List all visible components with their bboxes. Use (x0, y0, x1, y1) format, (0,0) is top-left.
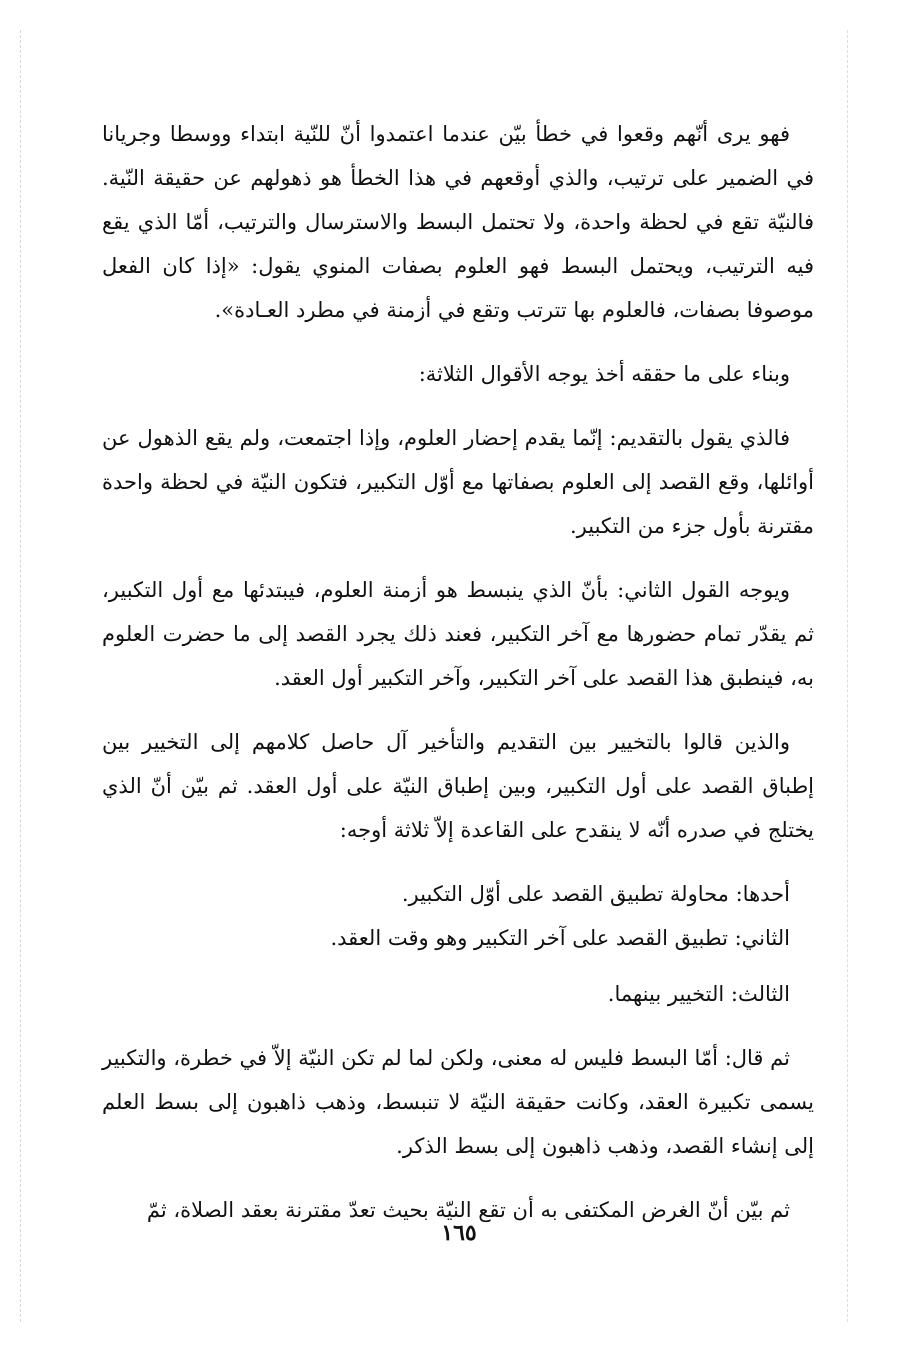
list-item-1: أحدها: محاولة تطبيق القصد على أوّل التكبير. (401, 882, 790, 906)
paragraph-1: فهو يرى أنّهم وقعوا في خطأ بيّن عندما اعتمدوا أنّ للنّية ابتداء ووسطا وجريانا في الضمير على ترتيب، والذي أوقعهم في هذا الخطأ هو ذهولهم عن حقيقة النّية. فالنيّة تقع في لحظة واحدة، ولا تحتمل البسط والاسترسال والترتيب، أمّا الذي يقع فيه الترتيب، ويحتمل البسط فهو العلوم بصفات المنوي يقول: «إذا كان الفعل موصوفا بصفات، فالعلوم بها تترتب وتقع في أزمنة في مطرد العـادة». (102, 122, 814, 322)
paragraph-6: ثم قال: أمّا البسط فليس له معنى، ولكن لما لم تكن النيّة إلاّ في خطرة، والتكبير يسمى تكبيرة العقد، وكانت حقيقة النيّة لا تنبسط، وذهب ذاهبون إلى بسط العلم إلى إنشاء القصد، وذهب ذاهبون إلى بسط الذكر. (102, 1046, 814, 1158)
paragraph-2: وبناء على ما حققه أخذ يوجه الأقوال الثلاثة: (418, 362, 790, 386)
paragraph-7: ثم بيّن أنّ الغرض المكتفى به أن تقع النيّة بحيث تعدّ مقترنة بعقد الصلاة، ثمّ (146, 1198, 790, 1222)
scan-edge-left (20, 30, 21, 1322)
paragraph-3: فالذي يقول بالتقديم: إنّما يقدم إحضار العلوم، وإذا اجتمعت، ولم يقع الذهول عن أوائلها، وقع القصد إلى العلوم بصفاتها مع أوّل التكبير، فتكون النيّة في لحظة واحدة مقترنة بأول جزء من التكبير. (102, 426, 814, 538)
paragraph-5: والذين قالوا بالتخيير بين التقديم والتأخير آل حاصل كلامهم إلى التخيير بين إطباق القصد على أول التكبير، وبين إطباق النيّة على أول العقد. ثم بيّن أنّ الذي يختلج في صدره أنّه لا ينقدح على القاعدة إلاّ ثلاثة أوجه: (102, 730, 814, 842)
list-item-3: الثالث: التخيير بينهما. (607, 982, 790, 1006)
page-number: ١٦٥ (441, 1220, 477, 1246)
scan-edge-right (847, 30, 848, 1322)
page-body (102, 112, 814, 1252)
paragraph-4: ويوجه القول الثاني: بأنّ الذي ينبسط هو أزمنة العلوم، فيبتدئها مع أول التكبير، ثم يقدّر تمام حضورها مع آخر التكبير، فعند ذلك يجرد القصد إلى ما حضرت العلوم به، فينطبق هذا القصد على آخر التكبير، وآخر التكبير أول العقد. (102, 578, 814, 690)
enumerated-list (102, 872, 814, 1016)
list-item-2: الثاني: تطبيق القصد على آخر التكبير وهو وقت العقد. (330, 926, 790, 950)
